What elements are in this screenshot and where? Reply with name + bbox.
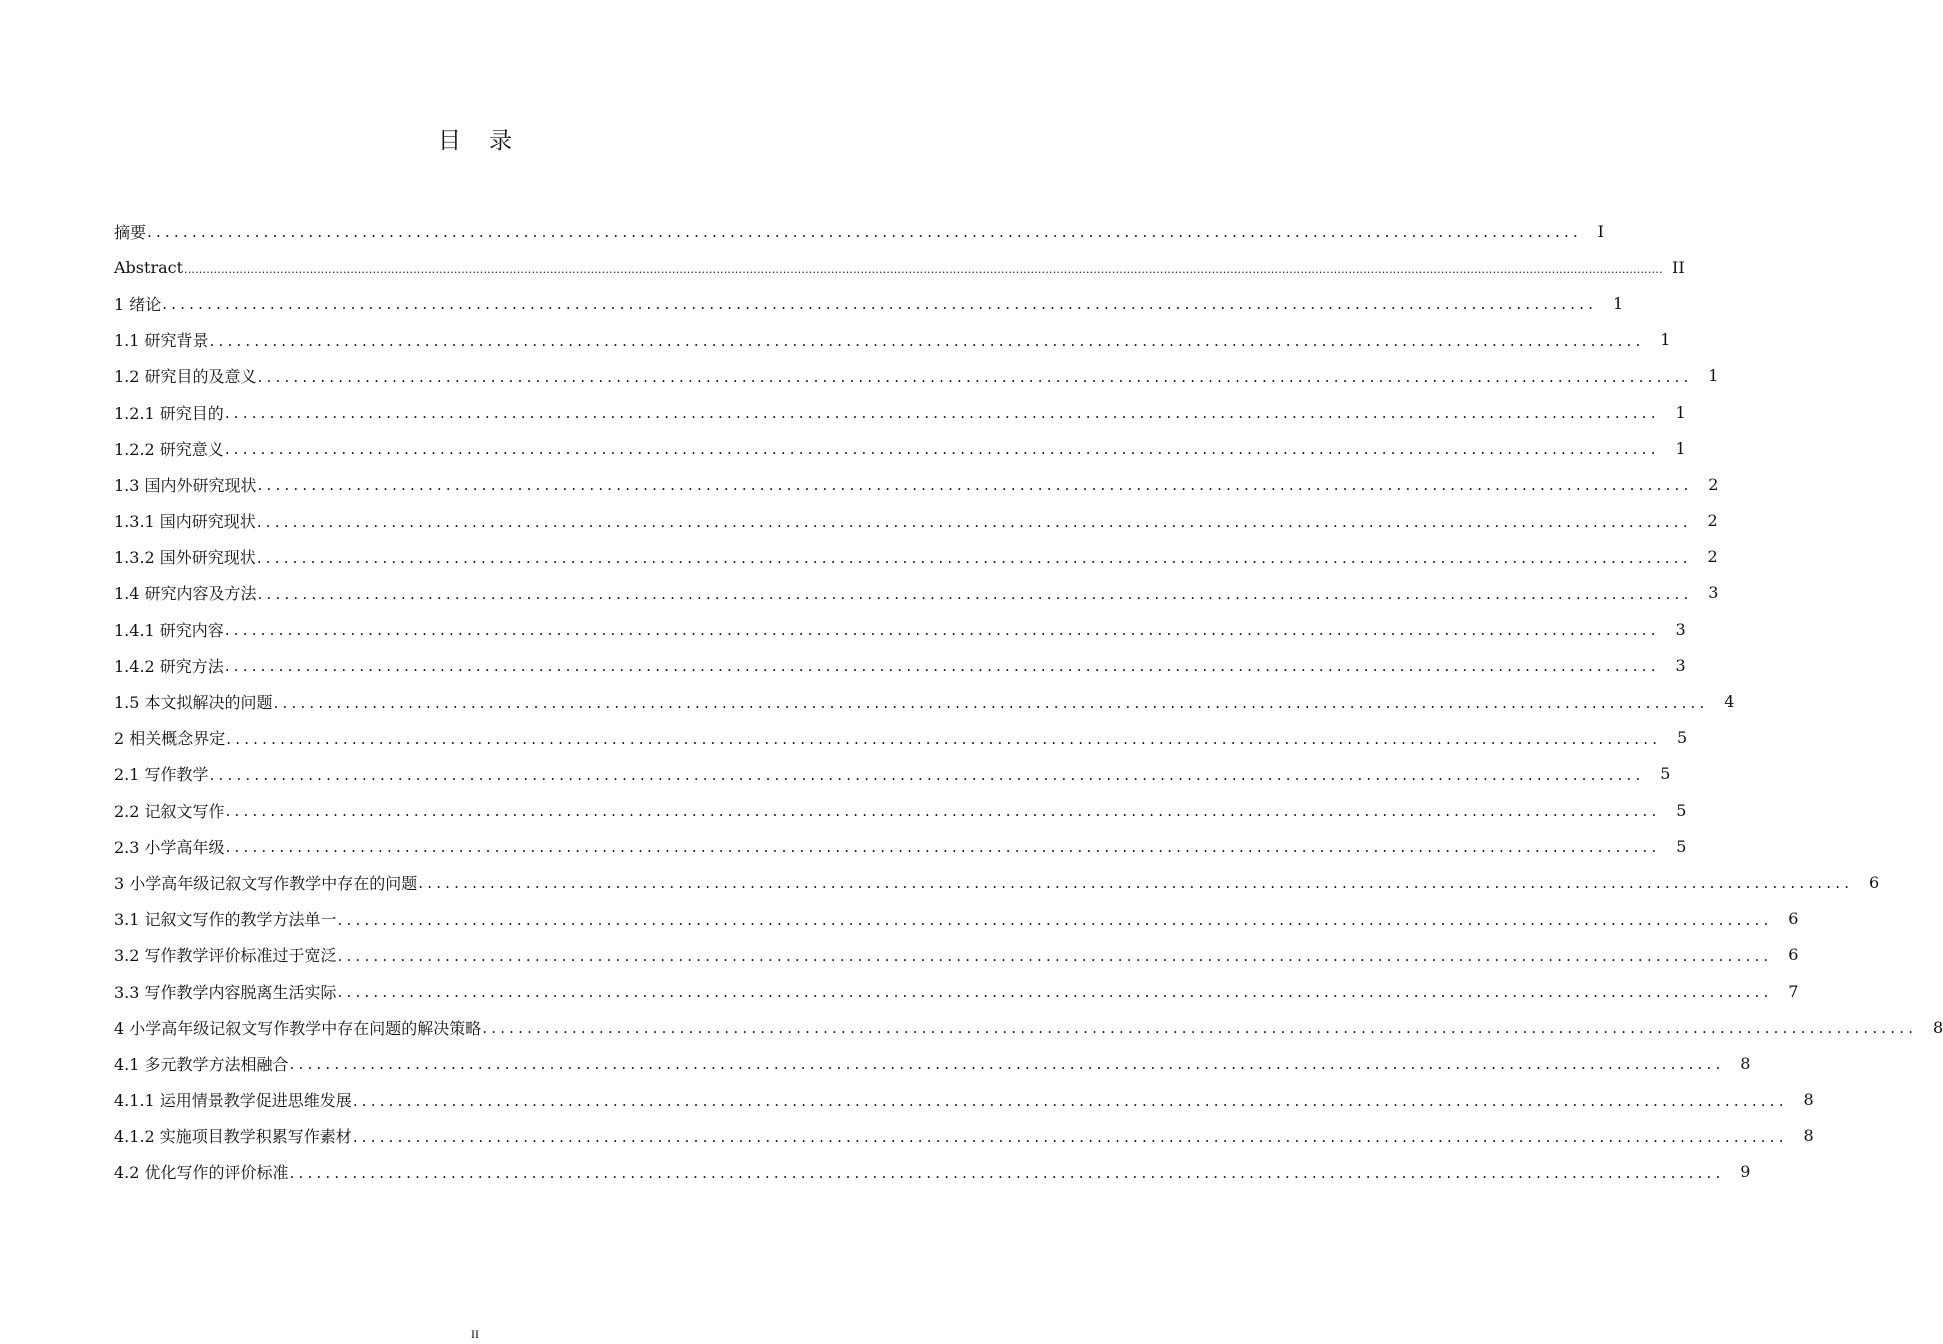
- toc-dot-leader: ................................................................................................................................................................: [224, 657, 1660, 676]
- toc-dot-leader: ................................................................................................................................................................: [225, 838, 1661, 857]
- toc-dot-leader: ................................................................................................................................................................: [257, 476, 1693, 495]
- toc-dot-leader: ................................................................................................................................................................: [162, 295, 1598, 314]
- toc-entry[interactable]: [114, 213, 1604, 249]
- toc-dot-leader: ................................................................................................................................................................: [289, 1055, 1725, 1074]
- toc-entry-page: 5: [1676, 800, 1687, 820]
- toc-entry-label: 2 相关概念界定: [114, 729, 226, 749]
- toc-dot-leader: ................................................................................................................................................................: [256, 548, 1692, 567]
- toc-entry-page: 8: [1803, 1126, 1814, 1146]
- toc-dot-leader: ................................................................................................................................................................: [209, 331, 1645, 350]
- toc-entry-label: 4 小学高年级记叙文写作教学中存在问题的解决策略: [114, 1018, 482, 1038]
- toc-entry-page: II: [1672, 257, 1685, 277]
- toc-entry-label: 4.1 多元教学方法相融合: [114, 1054, 289, 1074]
- toc-entry-label: 1.3.1 国内研究现状: [114, 512, 256, 532]
- toc-entry-page: 9: [1740, 1162, 1751, 1182]
- toc-dot-leader: ................................................................................................................................................................: [256, 512, 1692, 531]
- toc-dot-leader: ................................................................................................................................................................: [257, 367, 1693, 386]
- toc-entry-page: 8: [1740, 1053, 1751, 1073]
- toc-entry-label: 4.2 优化写作的评价标准: [114, 1163, 289, 1183]
- toc-entry[interactable]: [114, 792, 1687, 828]
- toc-dot-leader: ................................................................................................................................................................: [224, 621, 1660, 640]
- toc-entry[interactable]: [114, 756, 1671, 792]
- toc-entry-label: 2.3 小学高年级: [114, 837, 225, 857]
- toc-entry-label: 4.1.1 运用情景教学促进思维发展: [114, 1091, 352, 1111]
- toc-entry-label: 2.2 记叙文写作: [114, 801, 225, 821]
- toc-entry-label: 摘要: [114, 222, 147, 242]
- toc-title-part1: 目: [438, 128, 461, 154]
- toc-entry[interactable]: [114, 1009, 1943, 1045]
- toc-dot-leader: ................................................................................................................................................................: [147, 223, 1582, 242]
- toc-entry-page: 1: [1708, 366, 1719, 386]
- toc-dot-leader: ................................................................................................................................................................: [352, 1091, 1788, 1110]
- toc-entry-label: 3.1 记叙文写作的教学方法单一: [114, 910, 337, 930]
- toc-entry-label: 3.3 写作教学内容脱离生活实际: [114, 982, 337, 1002]
- toc-entry[interactable]: [114, 466, 1719, 502]
- toc-entry[interactable]: [114, 828, 1687, 864]
- table-of-contents: [114, 213, 1943, 1190]
- toc-entry-label: 1.4 研究内容及方法: [114, 584, 257, 604]
- toc-entry-label: Abstract: [114, 257, 184, 277]
- toc-dot-leader: ................................................................................................................................................................: [209, 765, 1645, 784]
- toc-entry-page: 7: [1788, 981, 1799, 1001]
- toc-entry-label: 1 绪论: [114, 294, 162, 314]
- toc-entry-page: 1: [1660, 330, 1671, 350]
- toc-entry-page: 3: [1675, 655, 1686, 675]
- toc-entry-page: 1: [1612, 293, 1624, 313]
- toc-entry-label: 3 小学高年级记叙文写作教学中存在的问题: [114, 873, 418, 893]
- toc-entry-label: 1.4.2 研究方法: [114, 656, 224, 676]
- toc-entry-label: 2.1 写作教学: [114, 765, 209, 785]
- toc-entry-label: 3.2 写作教学评价标准过于宽泛: [114, 946, 337, 966]
- toc-entry-page: 3: [1675, 619, 1686, 639]
- toc-entry-label: 1.4.1 研究内容: [114, 620, 224, 640]
- toc-entry-label: 1.5 本文拟解决的问题: [114, 693, 273, 713]
- toc-title: [0, 122, 950, 155]
- toc-entry-label: 1.2 研究目的及意义: [114, 367, 257, 387]
- toc-entry-page: 2: [1708, 474, 1719, 494]
- toc-entry-page: 6: [1788, 945, 1799, 965]
- toc-entry[interactable]: [114, 575, 1719, 611]
- toc-entry-page: 1: [1675, 438, 1686, 458]
- toc-entry[interactable]: [114, 1118, 1814, 1154]
- toc-entry-page: 2: [1707, 547, 1718, 567]
- toc-entry-page: I: [1597, 221, 1604, 241]
- toc-dot-leader: ................................................................................................................................................................: [337, 910, 1773, 929]
- toc-dot-leader: ................................................................................................................................................................................................................................................................................................................................................................................................................: [184, 263, 1663, 277]
- toc-dot-leader: ................................................................................................................................................................: [289, 1163, 1725, 1182]
- toc-dot-leader: ................................................................................................................................................................: [273, 693, 1709, 712]
- toc-entry[interactable]: [114, 611, 1686, 647]
- toc-entry[interactable]: [114, 285, 1624, 321]
- toc-entry-page: 8: [1932, 1017, 1943, 1037]
- toc-entry-page: 5: [1676, 728, 1688, 748]
- toc-dot-leader: ................................................................................................................................................................: [226, 729, 1662, 748]
- toc-title-part2: 录: [489, 128, 512, 154]
- toc-entry[interactable]: [114, 720, 1688, 756]
- toc-entry[interactable]: [114, 249, 1685, 285]
- toc-entry-page: 5: [1676, 836, 1687, 856]
- toc-dot-leader: ................................................................................................................................................................: [418, 874, 1854, 893]
- toc-entry-label: 4.1.2 实施项目教学积累写作素材: [114, 1127, 352, 1147]
- toc-entry[interactable]: [114, 322, 1671, 358]
- toc-entry-page: 3: [1708, 583, 1719, 603]
- toc-dot-leader: ................................................................................................................................................................: [224, 404, 1660, 423]
- toc-entry[interactable]: [114, 1154, 1751, 1190]
- toc-entry[interactable]: [114, 901, 1799, 937]
- toc-entry-label: 1.3.2 国外研究现状: [114, 548, 256, 568]
- toc-entry-label: 1.1 研究背景: [114, 331, 209, 351]
- toc-entry-page: 8: [1803, 1090, 1814, 1110]
- toc-dot-leader: ................................................................................................................................................................: [482, 1019, 1918, 1038]
- toc-entry-page: 6: [1868, 872, 1880, 892]
- toc-entry-page: 1: [1675, 402, 1686, 422]
- toc-entry-page: 4: [1724, 692, 1735, 712]
- toc-entry[interactable]: [114, 864, 1880, 900]
- toc-dot-leader: ................................................................................................................................................................: [337, 983, 1773, 1002]
- toc-entry-label: 1.3 国内外研究现状: [114, 475, 257, 495]
- toc-entry-label: 1.2.2 研究意义: [114, 439, 224, 459]
- toc-entry[interactable]: [114, 937, 1799, 973]
- toc-entry[interactable]: [114, 358, 1719, 394]
- page-number: II: [471, 1327, 479, 1341]
- toc-entry[interactable]: [114, 683, 1735, 719]
- toc-entry[interactable]: [114, 647, 1686, 683]
- toc-entry[interactable]: [114, 1082, 1814, 1118]
- toc-entry-page: 5: [1660, 764, 1671, 784]
- toc-dot-leader: ................................................................................................................................................................: [352, 1127, 1788, 1146]
- toc-dot-leader: ................................................................................................................................................................: [224, 440, 1660, 459]
- toc-entry[interactable]: [114, 394, 1686, 430]
- toc-entry-page: 6: [1788, 909, 1799, 929]
- toc-entry[interactable]: [114, 430, 1686, 466]
- toc-entry[interactable]: [114, 1045, 1751, 1081]
- toc-entry[interactable]: [114, 973, 1799, 1009]
- toc-dot-leader: ................................................................................................................................................................: [257, 584, 1693, 603]
- toc-entry-page: 2: [1707, 511, 1718, 531]
- toc-dot-leader: ................................................................................................................................................................: [225, 802, 1661, 821]
- toc-dot-leader: ................................................................................................................................................................: [337, 946, 1773, 965]
- toc-entry[interactable]: [114, 539, 1718, 575]
- toc-entry[interactable]: [114, 503, 1718, 539]
- toc-entry-label: 1.2.1 研究目的: [114, 403, 224, 423]
